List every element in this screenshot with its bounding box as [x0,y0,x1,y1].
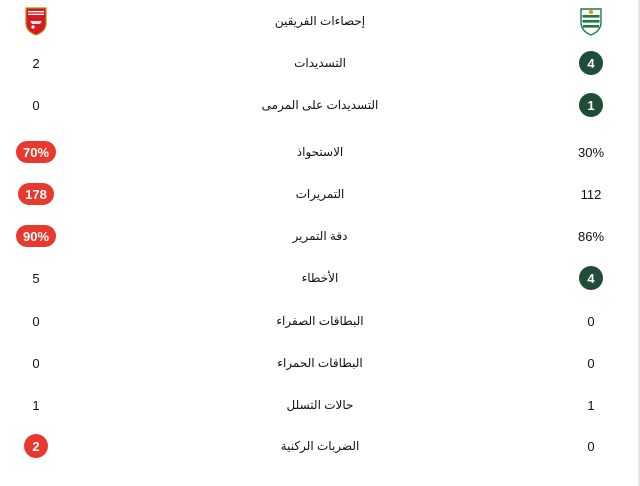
stat-label: حالات التسلل [286,398,354,412]
right-value: 112 [580,186,602,202]
left-value-highlight: 70% [16,141,56,163]
stat-row-possession [0,131,628,173]
right-value: 0 [587,438,595,454]
left-value: 0 [32,355,40,371]
right-value: 0 [587,355,595,371]
stat-row-passes [0,173,628,215]
stat-row-corners [0,425,628,467]
right-value: 30% [577,144,605,160]
stat-label: البطاقات الحمراء [277,356,363,370]
left-value-highlight: 2 [24,434,48,458]
right-value: 1 [587,397,595,413]
stat-label: التمريرات [295,187,345,201]
stats-header-row [0,0,628,42]
left-value: 2 [32,55,40,71]
stat-label: الأخطاء [301,271,339,285]
stat-row-offsides [0,384,628,426]
right-value: 86% [577,228,605,244]
left-value-highlight: 90% [16,225,56,247]
stat-label: التسديدات [294,56,346,70]
left-value: 5 [32,270,40,286]
right-value: 0 [587,313,595,329]
stat-label: الضربات الركنية [280,439,360,453]
stat-row-yellow-cards [0,300,628,342]
left-value-highlight: 178 [18,183,54,205]
right-value-highlight: 4 [579,51,603,75]
stat-row-shots [0,42,628,84]
right-value-highlight: 1 [579,93,603,117]
left-team-badge [0,0,72,42]
stat-label: دقة التمرير [292,229,348,243]
arsenal-crest-icon [23,6,49,36]
left-value: 0 [32,313,40,329]
stats-title: إحصاءات الفريقين [274,14,366,28]
sporting-crest-icon [578,6,604,36]
stat-label: الاستحواذ [296,145,344,159]
stat-row-pass-accuracy [0,215,628,257]
stat-row-fouls [0,257,628,299]
left-value: 0 [32,97,40,113]
stat-row-red-cards [0,342,628,384]
left-value: 1 [32,397,40,413]
stat-label: البطاقات الصفراء [276,314,364,328]
stat-row-shots-on-target [0,84,628,126]
right-team-badge [555,0,627,42]
right-value-highlight: 4 [579,266,603,290]
stat-label: التسديدات على المرمى [261,98,379,112]
